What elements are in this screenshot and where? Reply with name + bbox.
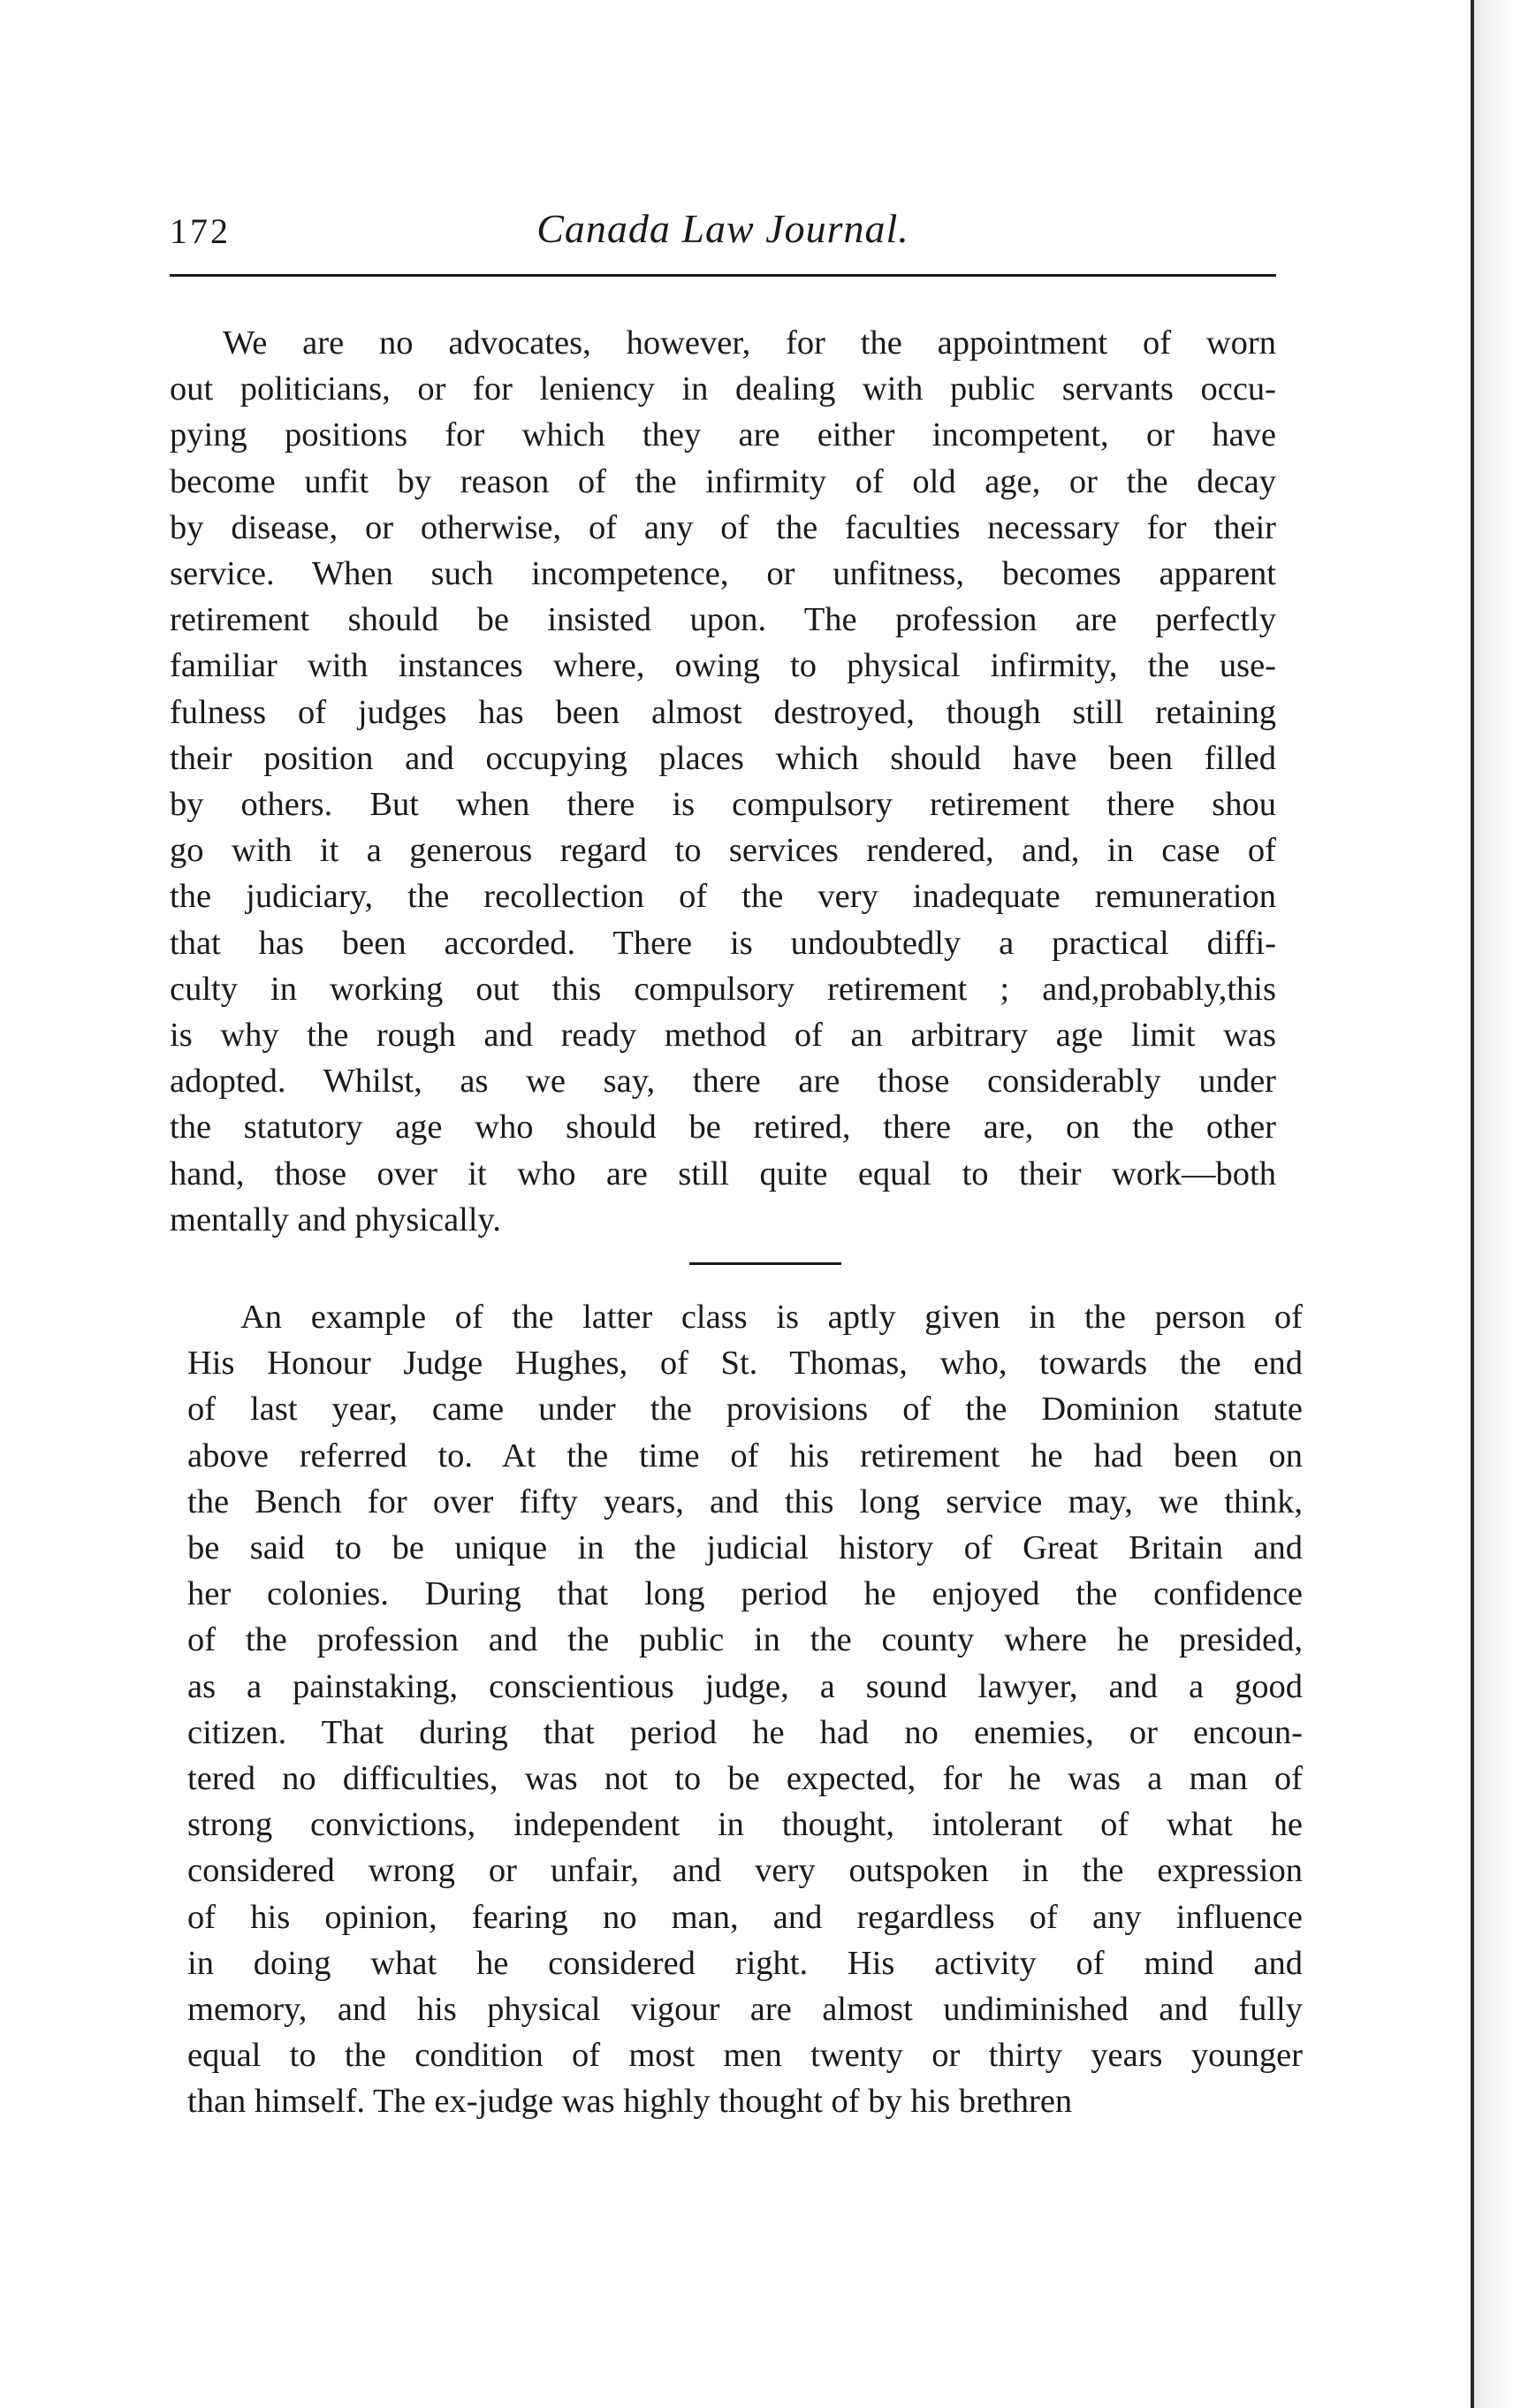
text-line: equal to the condition of most men twenty or thirty years younger: [187, 2037, 1303, 2075]
text-line: mentally and physically.: [170, 1200, 501, 1238]
text-line: familiar with instances where, owing to physical infirmity, the use-: [170, 647, 1276, 685]
text-line: of his opinion, fearing no man, and regardless of any influence: [187, 1898, 1303, 1936]
text-line: that has been accorded. There is undoubtedly a practical diffi-: [170, 924, 1276, 962]
text-line: as a painstaking, conscientious judge, a sound lawyer, and a good: [187, 1667, 1303, 1705]
text-line: the judiciary, the recollection of the very inadequate remuneration: [170, 878, 1276, 916]
page-edge-line: [1471, 0, 1474, 2408]
page-edge-shadow: [1474, 0, 1513, 2408]
text-line: tered no difficulties, was not to be expected, for he was a man of: [187, 1760, 1303, 1798]
text-line: by others. But when there is compulsory retirement there shou: [170, 786, 1276, 824]
text-line: out politicians, or for leniency in dealing with public servants occu-: [170, 370, 1276, 408]
text-line: of the profession and the public in the county where he presided,: [187, 1621, 1303, 1659]
paragraph: [170, 320, 1276, 1243]
header-rule: [170, 274, 1276, 277]
text-line: is why the rough and ready method of an arbitrary age limit was: [170, 1017, 1276, 1055]
text-line: hand, those over it who are still quite equal to their work—both: [170, 1154, 1276, 1193]
text-line: We are no advocates, however, for the appointment of worn: [223, 324, 1276, 362]
text-line: become unfit by reason of the infirmity of old age, or the decay: [170, 462, 1276, 500]
text-line: fulness of judges has been almost destroyed, though still retaining: [170, 693, 1276, 731]
paragraph: [187, 1294, 1303, 2125]
text-line: pying positions for which they are either incompetent, or have: [170, 416, 1276, 454]
text-line: be said to be unique in the judicial history of Great Britain and: [187, 1529, 1303, 1567]
text-line: than himself. The ex-judge was highly thought of by his brethren: [187, 2083, 1073, 2121]
text-line: their position and occupying places which should have been filled: [170, 739, 1276, 777]
text-line: of last year, came under the provisions of the Dominion statute: [187, 1391, 1303, 1429]
page-header: [170, 202, 1276, 263]
text-line: strong convictions, independent in thought, intolerant of what he: [187, 1806, 1303, 1844]
text-line: citizen. That during that period he had no enemies, or encoun-: [187, 1713, 1303, 1751]
text-line: go with it a generous regard to services rendered, and, in case of: [170, 832, 1276, 870]
text-line: her colonies. During that long period he enjoyed the confidence: [187, 1575, 1303, 1613]
text-line: in doing what he considered right. His activity of mind and: [187, 1944, 1303, 1982]
text-line: considered wrong or unfair, and very outspoken in the expression: [187, 1852, 1303, 1890]
text-line: the Bench for over fifty years, and this long service may, we think,: [187, 1482, 1303, 1520]
text-line: service. When such incompetence, or unfitness, becomes apparent: [170, 555, 1276, 593]
text-line: retirement should be insisted upon. The profession are perfectly: [170, 601, 1276, 639]
section-divider: [689, 1262, 841, 1265]
running-title: Canada Law Journal.: [536, 206, 909, 251]
text-line: memory, and his physical vigour are almost undiminished and fully: [187, 1991, 1303, 2029]
text-line: by disease, or otherwise, of any of the faculties necessary for their: [170, 508, 1276, 546]
text-line: culty in working out this compulsory retirement ; and,probably,this: [170, 970, 1276, 1008]
text-line: the statutory age who should be retired, there are, on the other: [170, 1109, 1276, 1147]
text-line: above referred to. At the time of his retirement he had been on: [187, 1436, 1303, 1475]
page-number: 172: [170, 211, 231, 251]
text-line: adopted. Whilst, as we say, there are those considerably under: [170, 1063, 1276, 1101]
text-line: His Honour Judge Hughes, of St. Thomas, who, towards the end: [187, 1345, 1303, 1383]
text-line: An example of the latter class is aptly given in the person of: [240, 1299, 1303, 1336]
